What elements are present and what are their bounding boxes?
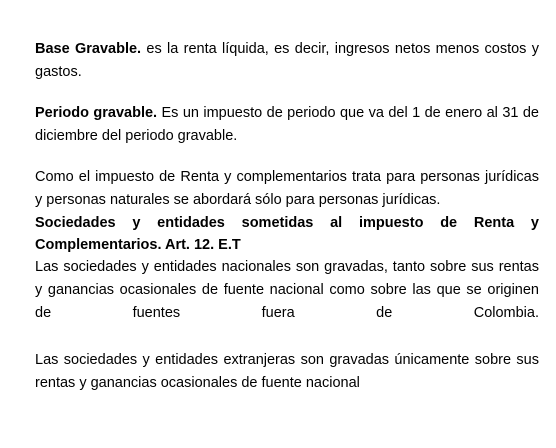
term-base-gravable: Base Gravable. [35,41,142,57]
document-body [35,38,539,395]
paragraph-sociedades-extranjeras [35,349,539,395]
paragraph-sociedades-extranjeras-text: Las sociedades y entidades extranjeras son gravadas únicamente sobre sus rentas y ganancias ocasionales de fuente nacional [35,352,539,391]
paragraph-personas-juridicas [35,166,539,212]
section-heading-text: Sociedades y entidades sometidas al impuesto de Renta y Complementarios. Art. 12. E.T [35,215,539,253]
definition-periodo-gravable: Es un impuesto de periodo que va del 1 de enero al 31 de diciembre del periodo gravable. [35,105,539,144]
paragraph-sociedades-nacionales-text: Las sociedades y entidades nacionales son gravadas, tanto sobre sus rentas y ganancias ocasionales de fuente nacional como sobre las que se originen de fuentes fuera de Colombia. [35,259,539,321]
section-heading [35,212,539,256]
paragraph-periodo-gravable [35,102,539,148]
paragraph-sociedades-nacionales [35,256,539,325]
paragraph-personas-juridicas-text: Como el impuesto de Renta y complementarios trata para personas jurídicas y personas naturales se abordará sólo para personas jurídicas. [35,169,539,208]
paragraph-base-gravable [35,38,539,84]
term-periodo-gravable: Periodo gravable. [35,105,158,121]
definition-base-gravable: es la renta líquida, es decir, ingresos netos menos costos y gastos. [35,41,539,80]
